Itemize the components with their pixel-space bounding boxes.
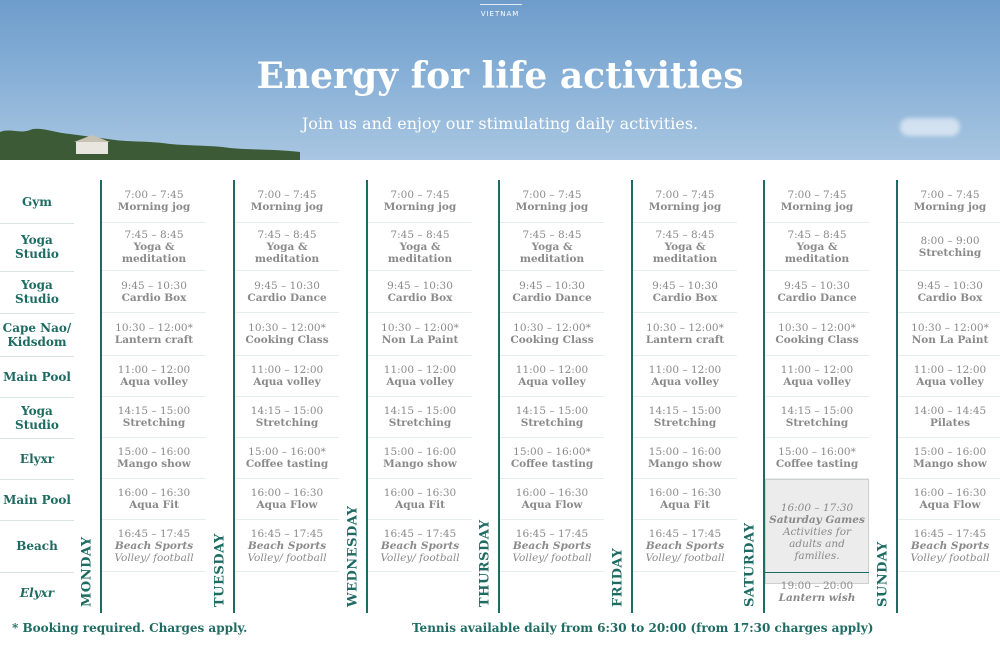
slot-activity: Lantern craft (114, 334, 194, 346)
slot-note: Volley/ football (645, 551, 725, 564)
activity-slot (633, 223, 737, 271)
day-label: SATURDAY (742, 522, 758, 607)
day-label: FRIDAY (610, 547, 626, 607)
row-divider (0, 572, 74, 573)
activity-slot (500, 479, 604, 520)
activity-slot (765, 438, 869, 479)
activity-slot (235, 520, 339, 572)
activity-slot (633, 356, 737, 397)
activity-slot (633, 271, 737, 313)
slot-activity: Cardio Dance (512, 291, 592, 304)
slot-activity: Aqua Fit (660, 499, 710, 511)
day-label: SUNDAY (875, 541, 891, 607)
slot-activity: Cooking Class (510, 334, 594, 346)
slot-time: 7:00 – 7:45 (522, 189, 582, 201)
slot-time: 7:00 – 7:45 (655, 189, 715, 201)
brand-label: VIETNAM (480, 10, 520, 18)
activity-slot (235, 356, 339, 397)
slot-activity: Stretching (785, 417, 849, 429)
day-label: TUESDAY (212, 533, 228, 607)
slot-activity: Morning jog (515, 201, 589, 213)
activity-slot (235, 397, 339, 438)
slot-activity: Stretching (255, 417, 319, 429)
slot-time: 16:00 – 16:30 (117, 487, 191, 499)
slot-activity: Yoga & meditation (784, 240, 850, 265)
activity-slot (102, 520, 206, 572)
location-label: Cape Nao/ Kidsdom (2, 320, 72, 349)
activity-slot (633, 479, 737, 520)
slot-time: 7:00 – 7:45 (390, 189, 450, 201)
day-column-saturday (737, 180, 869, 613)
activity-slot (368, 223, 472, 271)
slot-time: 14:15 – 15:00 (383, 405, 457, 417)
activity-slot (765, 572, 869, 611)
activity-slot (633, 520, 737, 572)
activity-slot (368, 313, 472, 356)
activity-slot (633, 313, 737, 356)
day-label: MONDAY (79, 536, 95, 607)
activity-slot (765, 479, 869, 584)
activity-slot (235, 313, 339, 356)
slot-activity: Non La Paint (381, 334, 459, 346)
slot-activity: Cardio Dance (777, 291, 857, 304)
activity-slot (368, 479, 472, 520)
slot-activity: Morning jog (383, 201, 457, 213)
slot-activity: Pilates (929, 417, 971, 429)
tennis-note: Tennis available daily from 6:30 to 20:00 (from 17:30 charges apply) (412, 621, 874, 635)
slot-time: 8:00 – 9:00 (920, 234, 980, 247)
day-column-wednesday (340, 180, 472, 613)
slot-time: 14:15 – 15:00 (117, 405, 191, 417)
slot-activity: Mango show (117, 458, 191, 470)
slot-activity: Aqua Flow (521, 499, 583, 511)
day-column-friday (605, 180, 737, 613)
activity-slot (765, 180, 869, 223)
activity-slot (765, 271, 869, 313)
slot-activity: Yoga & meditation (254, 240, 320, 265)
activity-slot (500, 223, 604, 271)
activity-slot (102, 356, 206, 397)
location-label: Elyxr (19, 451, 55, 466)
slot-activity: Mango show (383, 458, 457, 470)
row-divider (0, 479, 74, 480)
location-label: Yoga Studio (15, 278, 59, 306)
slot-note: Activities for adults and families. (782, 525, 852, 562)
activity-slot (102, 397, 206, 438)
slot-time: 7:45 – 8:45 (787, 228, 847, 241)
location-label: Main Pool (3, 369, 71, 384)
slot-time: 7:45 – 8:45 (522, 228, 582, 241)
slot-activity: Aqua volley (916, 376, 984, 388)
location-label: Main Pool (3, 492, 71, 507)
slot-activity: Stretching (918, 246, 982, 259)
slot-time: 16:45 – 17:45 (648, 527, 722, 540)
slot-activity: Mango show (913, 458, 987, 470)
activity-slot (235, 479, 339, 520)
location-label: Elyxr (19, 585, 55, 600)
activity-slot (235, 438, 339, 479)
activity-slot (368, 397, 472, 438)
slot-time: 14:15 – 15:00 (250, 405, 324, 417)
activity-slot (235, 180, 339, 223)
slot-time: 7:00 – 7:45 (787, 189, 847, 201)
row-divider (0, 356, 74, 357)
slot-time: 10:30 – 12:00* (513, 322, 591, 334)
slot-time: 10:30 – 12:00* (115, 322, 193, 334)
slot-activity: Aqua Fit (129, 499, 179, 511)
slot-activity: Cooking Class (245, 334, 329, 346)
slot-time: 11:00 – 12:00 (780, 364, 854, 376)
row-divider (0, 313, 74, 314)
slot-note: Volley/ football (380, 551, 460, 564)
activity-slot (898, 223, 1000, 271)
activity-slot (500, 520, 604, 572)
slot-time: 16:45 – 17:45 (515, 527, 589, 540)
activity-slot (898, 520, 1000, 572)
slot-activity: Mango show (648, 458, 722, 470)
slot-time: 16:00 – 16:30 (250, 487, 324, 499)
slot-time: 15:00 – 16:00 (117, 446, 191, 458)
brand-divider (480, 4, 522, 5)
slot-activity: Stretching (122, 417, 186, 429)
slot-time: 11:00 – 12:00 (515, 364, 589, 376)
day-column-monday (74, 180, 206, 613)
activity-slot (368, 180, 472, 223)
slot-time: 16:00 – 16:30 (648, 487, 722, 499)
activity-slot (633, 397, 737, 438)
slot-time: 15:00 – 16:00* (778, 446, 856, 458)
slot-activity: Coffee tasting (245, 458, 329, 470)
slot-activity: Aqua volley (518, 376, 586, 388)
day-label: THURSDAY (477, 519, 493, 607)
slot-time: 9:45 – 10:30 (652, 279, 718, 292)
day-column-sunday (870, 180, 1000, 613)
row-divider (0, 271, 74, 272)
slot-time: 16:00 – 16:30 (383, 487, 457, 499)
activity-slot (898, 180, 1000, 223)
slot-time: 14:15 – 15:00 (648, 405, 722, 417)
day-column-tuesday (207, 180, 339, 613)
activity-slot (102, 313, 206, 356)
row-divider (0, 520, 74, 521)
slot-activity: Coffee tasting (510, 458, 594, 470)
slot-activity: Stretching (520, 417, 584, 429)
slot-activity: Beach Sports (114, 539, 194, 552)
slot-time: 11:00 – 12:00 (117, 364, 191, 376)
slot-activity: Morning jog (250, 201, 324, 213)
slot-activity: Yoga & meditation (652, 240, 718, 265)
activity-slot (500, 313, 604, 356)
slot-time: 10:30 – 12:00* (646, 322, 724, 334)
activity-slot (368, 438, 472, 479)
slot-time: 7:45 – 8:45 (257, 228, 317, 241)
page-subtitle: Join us and enjoy our stimulating daily activities. (301, 114, 699, 133)
slot-activity: Beach Sports (512, 539, 592, 552)
slot-time: 9:45 – 10:30 (519, 279, 585, 292)
slot-time: 15:00 – 16:00* (513, 446, 591, 458)
slot-activity: Aqua Flow (919, 499, 981, 511)
slot-activity: Yoga & meditation (519, 240, 585, 265)
location-label: Gym (22, 194, 52, 209)
activity-slot (898, 356, 1000, 397)
slot-note: Volley/ football (512, 551, 592, 564)
activity-slot (368, 356, 472, 397)
slot-activity: Aqua volley (120, 376, 188, 388)
slot-time: 11:00 – 12:00 (250, 364, 324, 376)
activity-slot (765, 356, 869, 397)
activity-slot (765, 313, 869, 356)
slot-activity: Non La Paint (911, 334, 989, 346)
activity-slot (898, 313, 1000, 356)
activity-slot (898, 397, 1000, 438)
slot-activity: Cardio Box (652, 291, 718, 304)
activity-slot (633, 180, 737, 223)
activity-slot (765, 397, 869, 438)
activity-slot (500, 397, 604, 438)
slot-time: 16:45 – 17:45 (250, 527, 324, 540)
activity-slot (898, 438, 1000, 479)
slot-activity: Lantern craft (645, 334, 725, 346)
slot-time: 14:00 – 14:45 (913, 405, 987, 417)
slot-activity: Morning jog (913, 201, 987, 213)
slot-note: Volley/ football (114, 551, 194, 564)
slot-time: 7:00 – 7:45 (124, 189, 184, 201)
slot-time: 19:00 – 20:00 (780, 580, 854, 592)
slot-note: Volley/ football (910, 551, 990, 564)
slot-time: 9:45 – 10:30 (917, 279, 983, 292)
slot-time: 9:45 – 10:30 (121, 279, 187, 292)
slot-activity: Morning jog (117, 201, 191, 213)
slot-activity: Aqua volley (783, 376, 851, 388)
slot-time: 7:45 – 8:45 (390, 228, 450, 241)
slot-activity: Stretching (653, 417, 717, 429)
slot-time: 10:30 – 12:00* (911, 322, 989, 334)
slot-time: 11:00 – 12:00 (383, 364, 457, 376)
activity-slot (500, 180, 604, 223)
page-title: Energy for life activities (256, 55, 744, 97)
slot-time: 10:30 – 12:00* (248, 322, 326, 334)
slot-time: 16:45 – 17:45 (913, 527, 987, 540)
slot-time: 16:45 – 17:45 (383, 527, 457, 540)
activity-slot (102, 223, 206, 271)
slot-note: Volley/ football (247, 551, 327, 564)
slot-time: 7:45 – 8:45 (655, 228, 715, 241)
slot-time: 7:00 – 7:45 (920, 189, 980, 201)
slot-time: 10:30 – 12:00* (381, 322, 459, 334)
slot-activity: Aqua Fit (395, 499, 445, 511)
slot-time: 11:00 – 12:00 (913, 364, 987, 376)
slot-activity: Aqua volley (253, 376, 321, 388)
activity-slot (235, 271, 339, 313)
activity-slot (633, 438, 737, 479)
slot-time: 14:15 – 15:00 (515, 405, 589, 417)
hero-banner (0, 0, 1000, 160)
slot-activity: Aqua volley (651, 376, 719, 388)
row-divider (0, 223, 74, 224)
slot-time: 16:00 – 16:30 (515, 487, 589, 499)
slot-activity: Cooking Class (775, 334, 859, 346)
slot-activity: Cardio Box (121, 291, 187, 304)
slot-activity: Stretching (388, 417, 452, 429)
slot-activity: Morning jog (780, 201, 854, 213)
row-divider (0, 438, 74, 439)
slot-activity: Beach Sports (910, 539, 990, 552)
location-label: Yoga Studio (15, 233, 59, 261)
slot-activity: Yoga & meditation (121, 240, 187, 265)
activity-slot (102, 479, 206, 520)
slot-activity: Saturday Games (769, 513, 865, 526)
activity-slot (898, 479, 1000, 520)
slot-activity: Aqua Flow (256, 499, 318, 511)
row-divider (0, 397, 74, 398)
slot-activity: Cardio Box (917, 291, 983, 304)
day-label: WEDNESDAY (345, 505, 361, 607)
location-label: Beach (16, 539, 58, 553)
booking-note: * Booking required. Charges apply. (12, 621, 248, 635)
slot-time: 9:45 – 10:30 (784, 279, 850, 292)
slot-activity: Cardio Dance (247, 291, 327, 304)
activity-slot (368, 271, 472, 313)
slot-activity: Coffee tasting (775, 458, 859, 470)
slot-time: 9:45 – 10:30 (254, 279, 320, 292)
slot-activity: Beach Sports (645, 539, 725, 552)
activity-slot (235, 223, 339, 271)
slot-time: 7:00 – 7:45 (257, 189, 317, 201)
activity-slot (102, 271, 206, 313)
activity-slot (102, 180, 206, 223)
slot-time: 10:30 – 12:00* (778, 322, 856, 334)
slot-time: 9:45 – 10:30 (387, 279, 453, 292)
slot-activity: Aqua volley (386, 376, 454, 388)
slot-time: 16:00 – 16:30 (913, 487, 987, 499)
slot-time: 15:00 – 16:00 (383, 446, 457, 458)
activity-slot (898, 271, 1000, 313)
slot-activity: Morning jog (648, 201, 722, 213)
slot-time: 15:00 – 16:00 (648, 446, 722, 458)
slot-time: 15:00 – 16:00* (248, 446, 326, 458)
slot-activity: Lantern wish (778, 592, 856, 604)
slot-activity: Yoga & meditation (387, 240, 453, 265)
slot-time: 14:15 – 15:00 (780, 405, 854, 417)
activity-slot (500, 356, 604, 397)
slot-activity: Beach Sports (247, 539, 327, 552)
slot-time: 11:00 – 12:00 (648, 364, 722, 376)
activity-slot (102, 438, 206, 479)
activity-slot (500, 271, 604, 313)
slot-time: 15:00 – 16:00 (913, 446, 987, 458)
activity-slot (500, 438, 604, 479)
slot-activity: Beach Sports (380, 539, 460, 552)
slot-time: 16:00 – 17:30 (780, 501, 854, 514)
slot-time: 16:45 – 17:45 (117, 527, 191, 540)
slot-time: 7:45 – 8:45 (124, 228, 184, 241)
slot-activity: Cardio Box (387, 291, 453, 304)
activity-slot (765, 223, 869, 271)
day-column-thursday (472, 180, 604, 613)
location-label: Yoga Studio (15, 403, 59, 432)
activity-slot (368, 520, 472, 572)
